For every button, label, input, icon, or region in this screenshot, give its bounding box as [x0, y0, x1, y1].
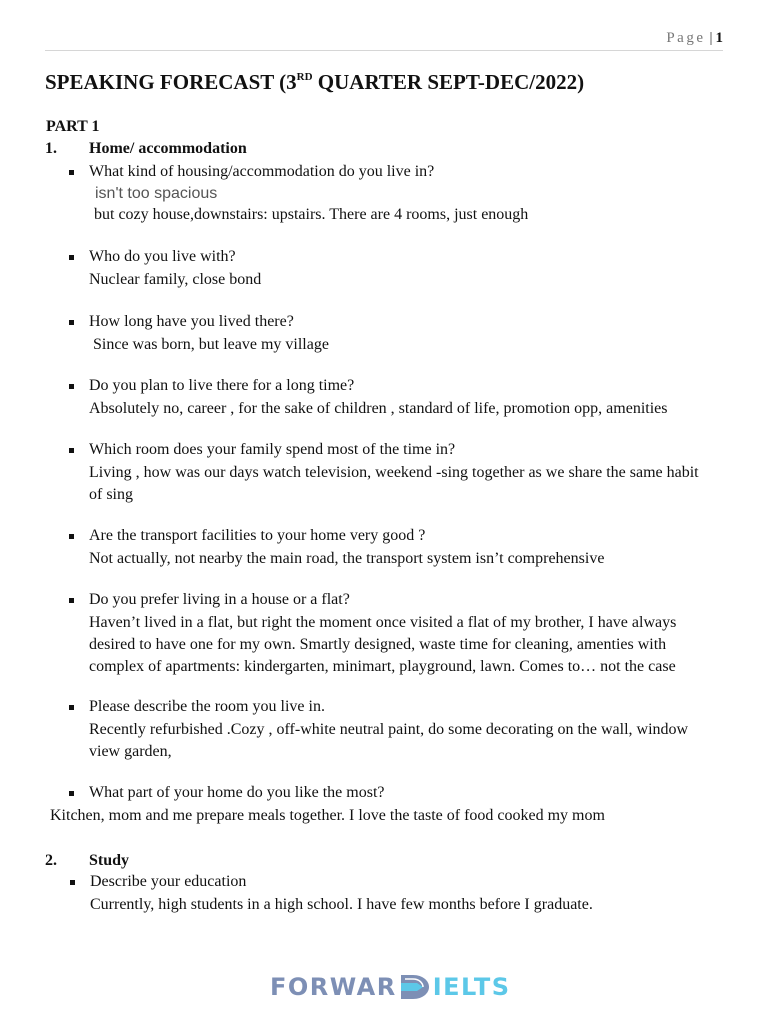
question-item: What part of your home do you like the most?	[89, 784, 385, 801]
page-separator: |	[709, 30, 713, 46]
question-item: Describe your education	[90, 873, 247, 890]
section-number: 2.	[45, 852, 57, 869]
title-superscript: RD	[296, 71, 313, 83]
logo-text-forward: FORWAR	[270, 973, 397, 1001]
section-number: 1.	[45, 140, 57, 157]
answer-text: Nuclear family, close bond	[89, 271, 262, 288]
page-word: Page	[666, 30, 706, 46]
answer-text: but cozy house,downstairs: upstairs. There are 4 rooms, just enough	[94, 206, 529, 223]
question-item: Who do you live with?	[89, 248, 236, 265]
forward-ielts-logo	[270, 970, 511, 1004]
question-item: How long have you lived there?	[89, 313, 294, 330]
question-item: What kind of housing/accommodation do you live in?	[89, 163, 435, 180]
section-heading-home	[45, 140, 247, 158]
part-label: PART 1	[46, 118, 100, 135]
section-title: Home/ accommodation	[89, 140, 247, 157]
logo-text-ielts: IELTS	[432, 973, 511, 1001]
page-header	[666, 30, 723, 47]
question-item: Do you prefer living in a house or a flat?	[89, 591, 350, 608]
answer-text: Kitchen, mom and me prepare meals together. I love the taste of food cooked my mom	[50, 807, 605, 824]
section-heading-study	[45, 852, 129, 870]
answer-text: Currently, high students in a high school. I have few months before I graduate.	[90, 896, 593, 913]
header-divider	[45, 50, 723, 51]
question-item: Which room does your family spend most of the time in?	[89, 441, 456, 458]
answer-text: Not actually, not nearby the main road, the transport system isn’t comprehensive	[89, 550, 605, 567]
title-prefix: SPEAKING FORECAST (3	[45, 70, 297, 94]
page-number: 1	[715, 30, 723, 46]
question-item: Please describe the room you live in.	[89, 698, 325, 715]
document-title	[45, 70, 584, 95]
answer-text: Haven’t lived in a flat, but right the moment once visited a flat of my brother, I have always desired to have one for my own. Smartly designed, waste time for cleaning, amenties with complex of apartments: kindergarten, minimart, playground, lawn. Comes to… not the case	[89, 614, 677, 675]
question-item: Do you plan to live there for a long time?	[89, 377, 355, 394]
answer-text: Living , how was our days watch television, weekend -sing together as we share the same habit of sing	[89, 464, 699, 503]
arrow-d-icon	[399, 971, 431, 1003]
question-item: Are the transport facilities to your home very good ?	[89, 527, 426, 544]
answer-text: Recently refurbished .Cozy , off-white neutral paint, do some decorating on the wall, window view garden,	[89, 721, 689, 760]
answer-text: Since was born, but leave my village	[89, 336, 329, 353]
answer-text-sans: isn't too spacious	[95, 185, 218, 202]
section-title: Study	[89, 852, 130, 869]
answer-text: Absolutely no, career , for the sake of children , standard of life, promotion opp, amenities	[89, 400, 668, 417]
title-suffix: QUARTER SEPT-DEC/2022)	[312, 70, 585, 94]
